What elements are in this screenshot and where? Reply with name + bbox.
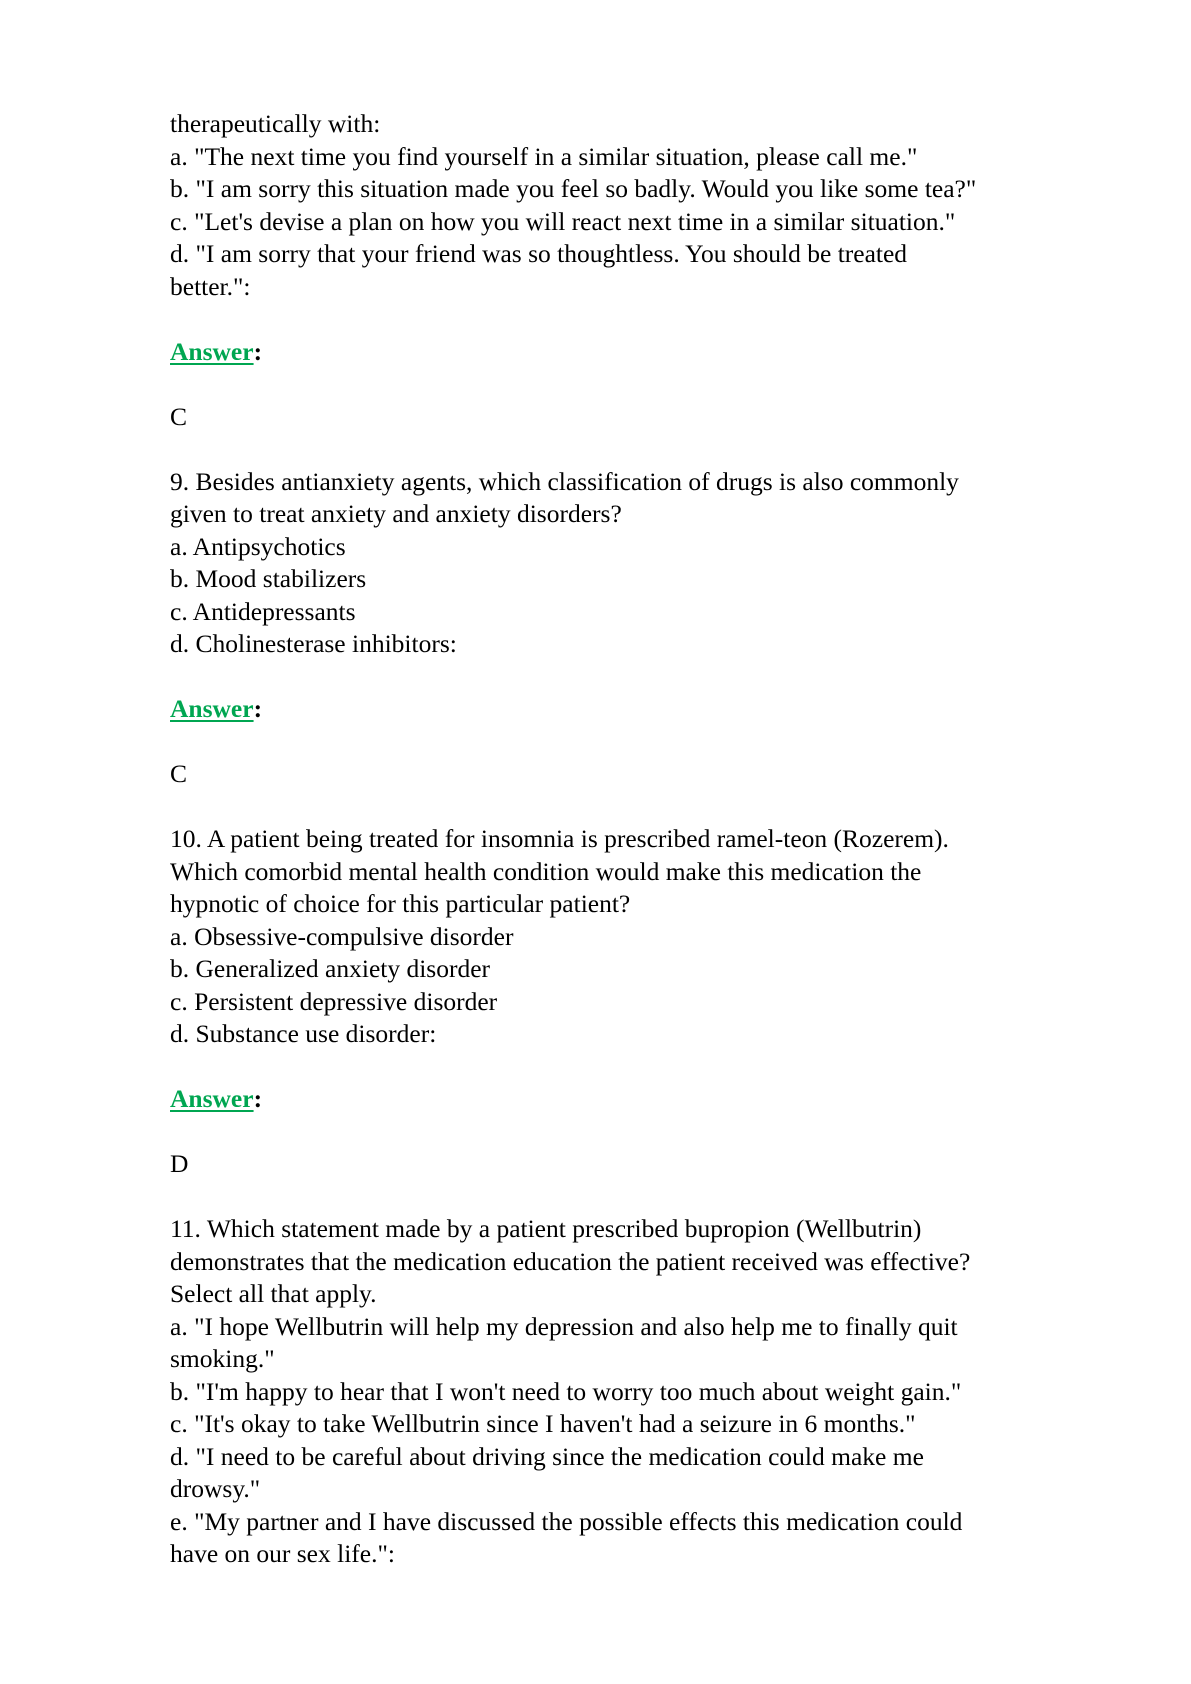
question-8-continuation	[170, 108, 1070, 466]
answer-colon: :	[253, 336, 263, 366]
answer-label: Answer	[170, 694, 254, 723]
answer-colon: :	[253, 694, 263, 723]
option-a: a. "The next time you find yourself in a similar situation, please call me."	[170, 141, 918, 171]
option-d: d. Substance use disorder:	[170, 1019, 437, 1048]
question-11	[170, 1213, 1070, 1571]
option-d-continued: drowsy."	[170, 1474, 261, 1503]
answer-value: D	[170, 1149, 189, 1178]
option-d: d. "I am sorry that your friend was so thoughtless. You should be treated	[170, 239, 908, 268]
spacer	[170, 791, 1070, 824]
spacer	[170, 1116, 1070, 1149]
answer-heading	[170, 336, 1070, 369]
option-a: a. Obsessive-compulsive disorder	[170, 921, 514, 951]
option-e: e. "My partner and I have discussed the possible effects this medication could	[170, 1506, 963, 1536]
question-text-line: demonstrates that the medication education the patient received was effective?	[170, 1246, 971, 1276]
option-d-continued: better.":	[170, 271, 251, 301]
option-d: d. "I need to be careful about driving since the medication could make me	[170, 1441, 924, 1471]
answer-label: Answer	[170, 1084, 254, 1113]
question-text-line: hypnotic of choice for this particular patient?	[170, 889, 631, 918]
spacer	[170, 661, 1070, 694]
spacer	[170, 433, 1070, 466]
option-e-continued: have on our sex life.":	[170, 1539, 395, 1568]
spacer	[170, 368, 1070, 401]
question-text-line: 10. A patient being treated for insomnia is prescribed ramel-teon (Rozerem).	[170, 824, 949, 853]
option-c: c. "Let's devise a plan on how you will react next time in a similar situation."	[170, 206, 956, 236]
question-text-line: Which comorbid mental health condition would make this medication the	[170, 856, 922, 886]
question-text-line: Select all that apply.	[170, 1279, 377, 1308]
option-b: b. "I'm happy to hear that I won't need to worry too much about weight gain."	[170, 1376, 962, 1406]
document-page	[170, 108, 1070, 1571]
question-text-line: 9. Besides antianxiety agents, which classification of drugs is also commonly	[170, 466, 959, 496]
spacer	[170, 303, 1070, 336]
question-10	[170, 823, 1070, 1213]
question-text-line: therapeutically with:	[170, 109, 381, 138]
option-b: b. "I am sorry this situation made you feel so badly. Would you like some tea?"	[170, 174, 977, 203]
question-text-line: 11. Which statement made by a patient prescribed bupropion (Wellbutrin)	[170, 1214, 922, 1243]
option-a: a. "I hope Wellbutrin will help my depression and also help me to finally quit	[170, 1311, 958, 1341]
question-text-line: given to treat anxiety and anxiety disorders?	[170, 499, 622, 528]
option-c: c. Persistent depressive disorder	[170, 986, 498, 1016]
option-b: b. Generalized anxiety disorder	[170, 954, 491, 983]
option-d: d. Cholinesterase inhibitors:	[170, 629, 457, 658]
option-c: c. Antidepressants	[170, 596, 356, 626]
option-c: c. "It's okay to take Wellbutrin since I haven't had a seizure in 6 months."	[170, 1409, 916, 1438]
answer-heading	[170, 1083, 1070, 1116]
spacer	[170, 1181, 1070, 1214]
answer-heading	[170, 693, 1070, 726]
spacer	[170, 1051, 1070, 1084]
answer-value: C	[170, 759, 188, 788]
option-b: b. Mood stabilizers	[170, 564, 367, 593]
answer-value: C	[170, 401, 188, 431]
option-a-continued: smoking."	[170, 1344, 275, 1373]
option-a: a. Antipsychotics	[170, 531, 346, 561]
answer-label: Answer	[170, 336, 254, 366]
answer-colon: :	[253, 1084, 263, 1113]
spacer	[170, 726, 1070, 759]
question-9	[170, 466, 1070, 824]
